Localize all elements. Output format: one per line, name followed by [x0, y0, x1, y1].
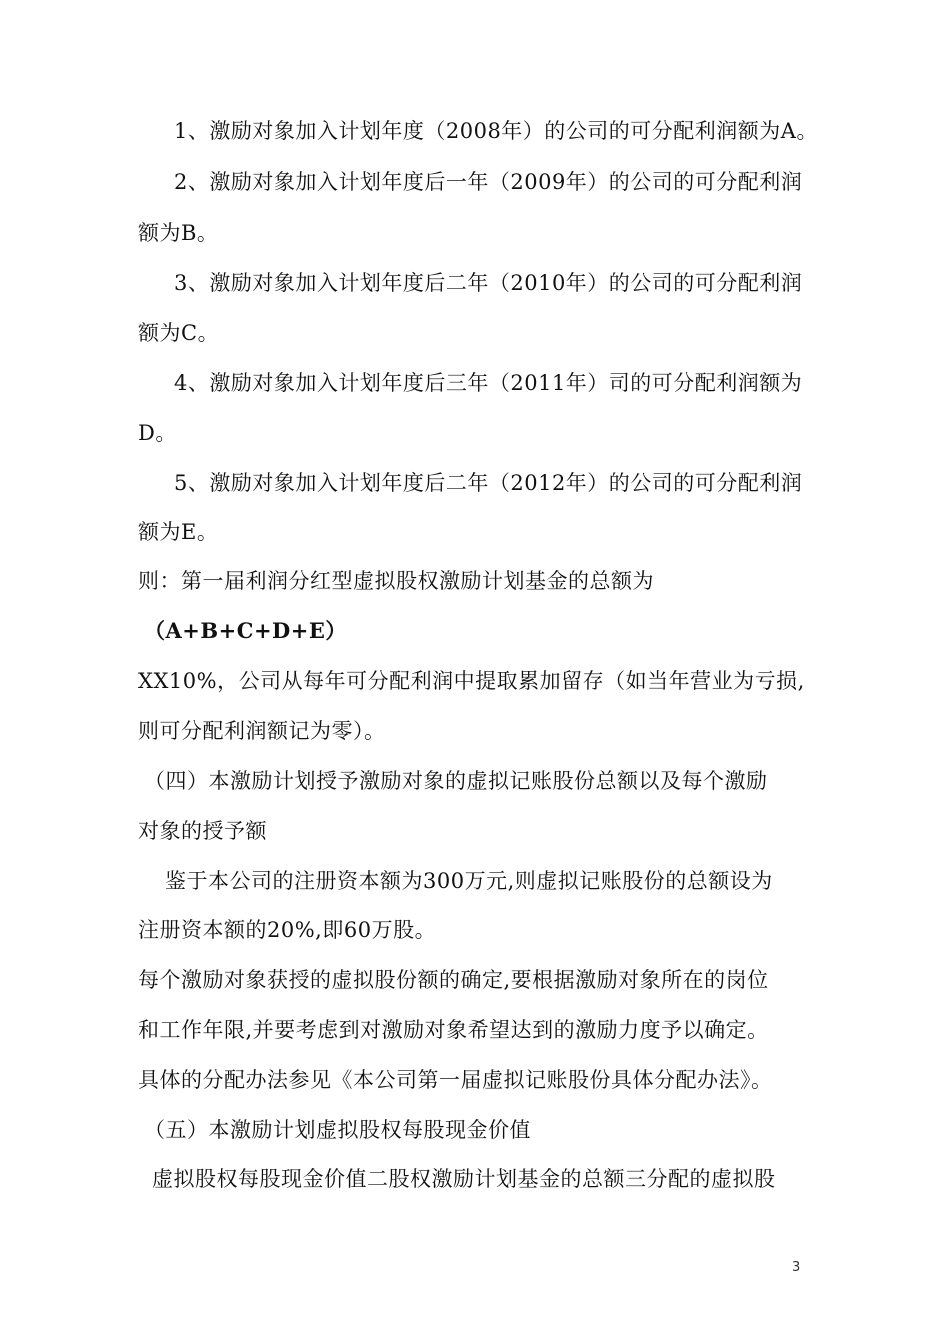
text-line: 2、激励对象加入计划年度后一年（2009年）的公司的可分配利润: [174, 170, 803, 194]
text-line: 对象的授予额: [138, 819, 267, 843]
section-heading: （四）本激励计划授予激励对象的虚拟记账股份总额以及每个激励: [144, 769, 768, 793]
text-line: 额为C。: [138, 321, 220, 345]
text-line: 虚拟股权每股现金价值二股权激励计划基金的总额三分配的虚拟股: [152, 1167, 776, 1191]
page-number: 3: [792, 1260, 801, 1275]
text-line: 3、激励对象加入计划年度后二年（2010年）的公司的可分配利润: [174, 271, 803, 295]
text-line: 注册资本额的20%,即60万股。: [138, 918, 437, 942]
text-line: 则：第一届利润分红型虚拟股权激励计划基金的总额为: [138, 569, 654, 593]
text-line: XX10%，公司从每年可分配利润中提取累加留存（如当年营业为亏损,: [138, 669, 805, 693]
section-heading: （五）本激励计划虚拟股权每股现金价值: [144, 1118, 531, 1142]
text-line: 5、激励对象加入计划年度后二年（2012年）的公司的可分配利润: [174, 471, 803, 495]
text-line: 鉴于本公司的注册资本额为300万元,则虚拟记账股份的总额设为: [165, 869, 773, 893]
text-line: 1、激励对象加入计划年度（2008年）的公司的可分配利润额为A。: [174, 119, 818, 143]
formula-line: （A+B+C+D+E）: [144, 618, 347, 643]
text-line: 具体的分配办法参见《本公司第一届虚拟记账股份具体分配办法》。: [138, 1068, 773, 1092]
text-line: 4、激励对象加入计划年度后三年（2011年）司的可分配利润额为: [174, 371, 803, 395]
text-line: 额为E。: [138, 520, 219, 544]
text-line: 额为B。: [138, 221, 219, 245]
text-line: D。: [138, 421, 177, 445]
text-line: 和工作年限,并要考虑到对激励对象希望达到的激励力度予以确定。: [138, 1018, 769, 1042]
text-line: 则可分配利润额记为零）。: [138, 719, 386, 743]
text-line: 每个激励对象获授的虚拟股份额的确定,要根据激励对象所在的岗位: [138, 968, 769, 992]
